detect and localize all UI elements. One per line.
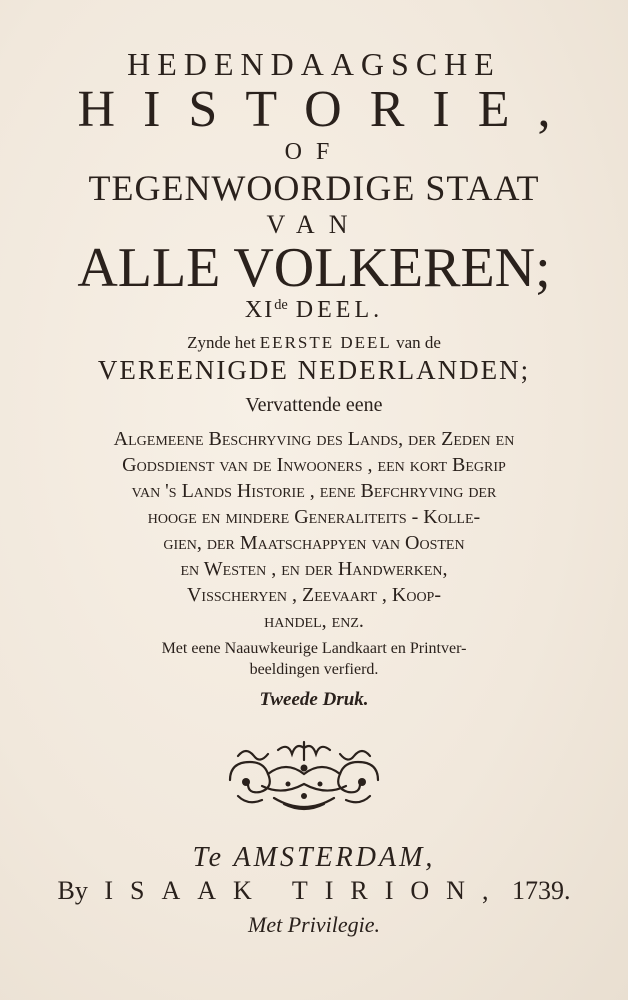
printer-ornament-icon: [218, 738, 390, 816]
contents-line-7: Visscheryen , Zeevaart , Koop-: [186, 584, 442, 606]
note-line-2: beeldingen verfierd.: [249, 661, 379, 678]
imprint-by: By: [57, 876, 88, 905]
title-line-4: TEGENWOORDIGE STAAT: [88, 168, 540, 208]
volume-part: DEEL.: [295, 297, 384, 323]
contents-line-8: handel, enz.: [264, 610, 364, 632]
subtitle-caps: EERSTE DEEL: [259, 333, 392, 352]
imprint-city: Te AMSTERDAM,: [192, 842, 436, 873]
volume-ordinal: de: [274, 297, 288, 314]
contents-line-3: van 's Lands Historie , eene Befchryving der: [131, 480, 497, 502]
title-line-6: ALLE VOLKEREN;: [77, 237, 551, 299]
title-line-1: HEDENDAAGSCHE: [127, 46, 501, 82]
volume-line: [0, 297, 628, 324]
contents-line-4: hooge en mindere Generaliteits - Kolle-: [147, 506, 481, 528]
imprint-printer: ISAAK TIRION,: [104, 876, 506, 905]
volume-number: XI: [244, 297, 275, 323]
subtitle-line-1: [0, 333, 628, 353]
contents-line-2: Godsdienst van de Inwooners , een kort Begrip: [122, 454, 506, 476]
note-line-1: Met eene Naauwkeurige Landkaart en Printver-: [161, 640, 467, 657]
title-line-5: VAN: [266, 210, 362, 239]
imprint-privilege: Met Privilegie.: [248, 912, 380, 937]
subtitle-line-3: Vervattende eene: [245, 394, 383, 416]
subtitle-lead: Zynde het: [187, 333, 256, 352]
contents-line-5: gien, der Maatschappyen van Oosten: [163, 532, 465, 554]
imprint-printer-line: [0, 876, 628, 906]
contents-line-6: en Westen , en der Handwerken,: [180, 558, 448, 580]
subtitle-line-2: VEREENIGDE NEDERLANDEN;: [97, 355, 531, 385]
edition-line: Tweede Druk.: [259, 689, 369, 710]
contents-line-1: Algemeene Beschryving des Lands, der Zeden en: [113, 428, 515, 450]
title-line-3: OF: [284, 139, 344, 165]
imprint-year: 1739.: [511, 876, 571, 905]
subtitle-tail: van de: [396, 333, 441, 352]
title-line-2: HISTORIE,: [77, 81, 579, 138]
